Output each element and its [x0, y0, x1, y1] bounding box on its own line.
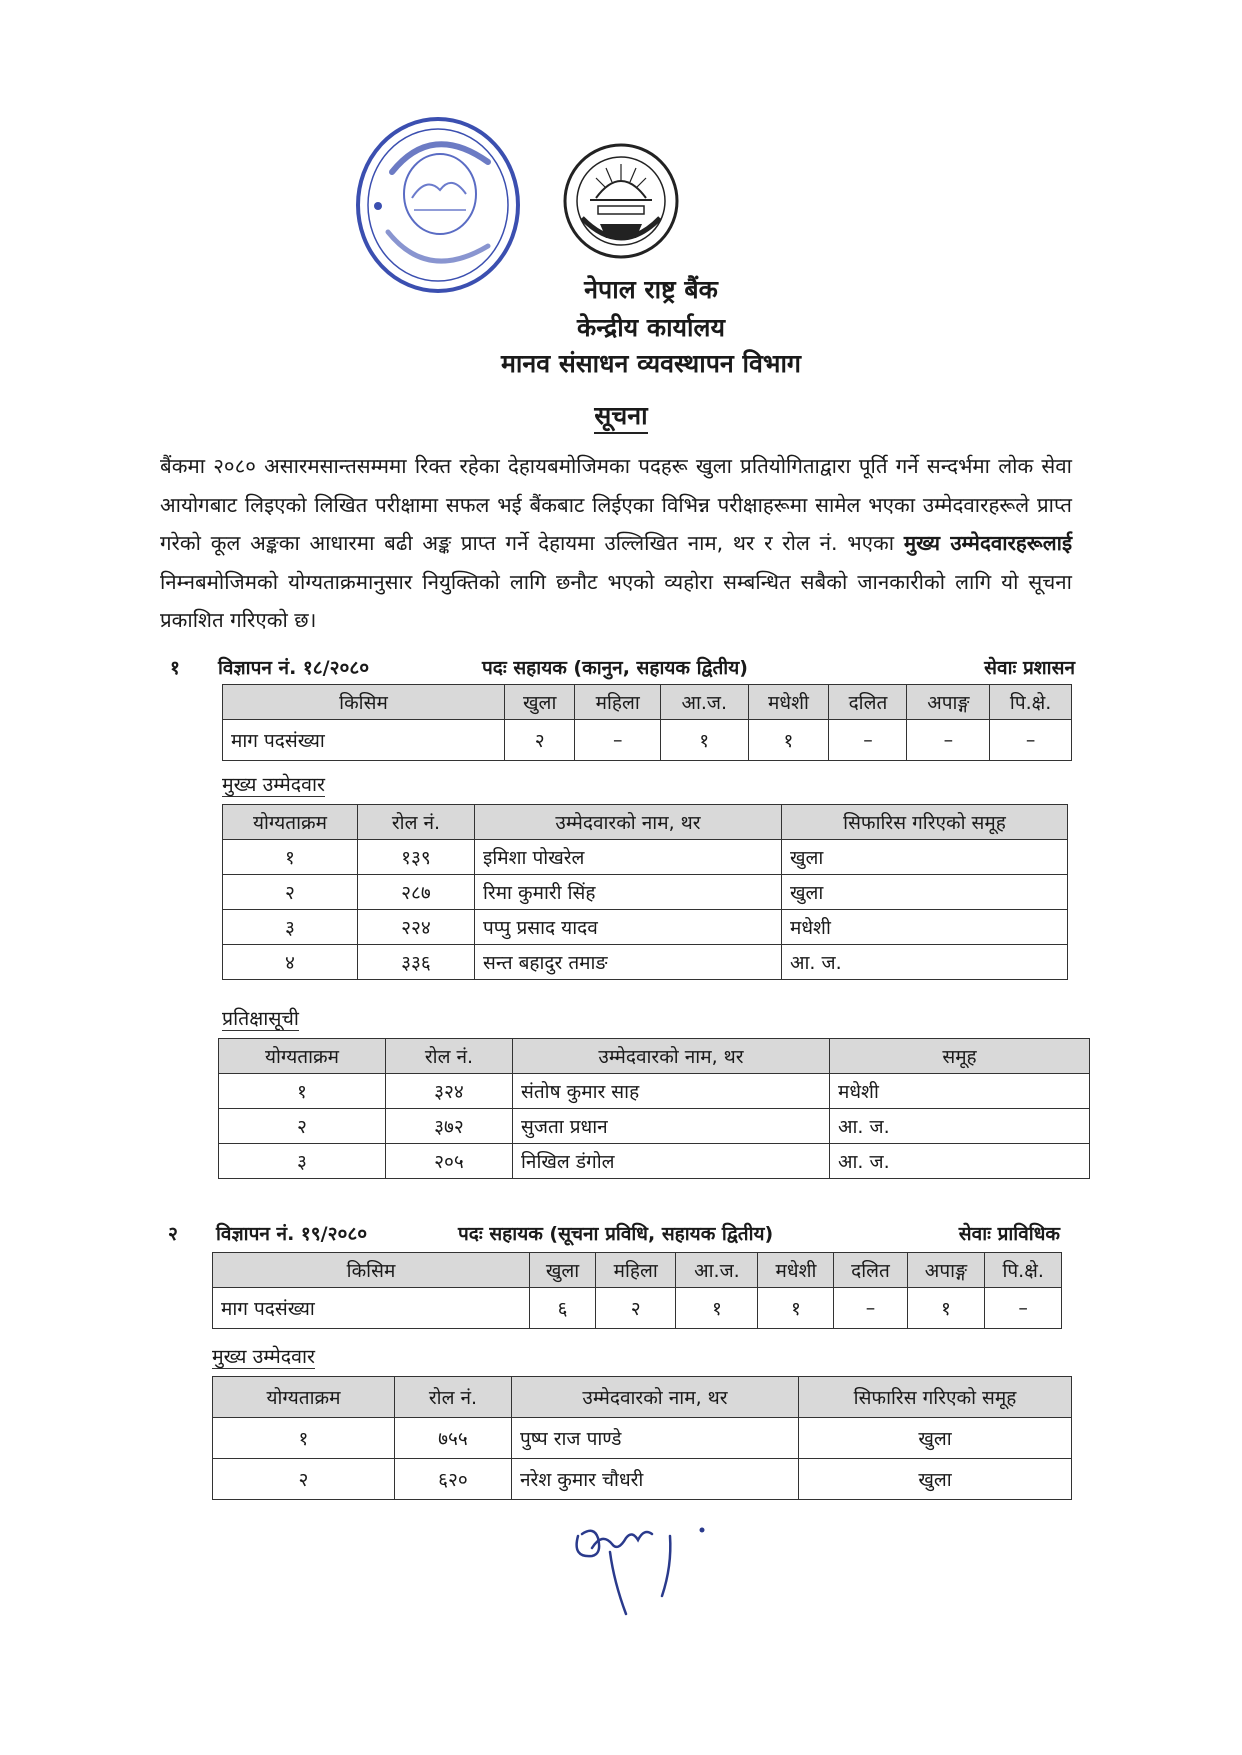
- table-row: १ ३२४ संतोष कुमार साह मधेशी: [219, 1074, 1090, 1109]
- department-name: मानव संसाधन व्यवस्थापन विभाग: [500, 349, 802, 378]
- post-name: पदः सहायक (कानुन, सहायक द्वितीय): [482, 657, 748, 679]
- table-row: ३ २०५ निखिल डंगोल आ. ज.: [219, 1144, 1090, 1179]
- table-row: १ ७५५ पुष्प राज पाण्डे खुला: [213, 1418, 1072, 1459]
- ad-number: विज्ञापन नं. १९/२०८०: [216, 1223, 368, 1245]
- waiting-list-table: योग्यताक्रम रोल नं. उम्मेदवारको नाम, थर समूह १ ३२४ संतोष कुमार साह मधेशी २ ३७२ सुजता प्रधान आ. ज. ३ २०५ निखिल डंगोल आ. ज.: [218, 1038, 1090, 1179]
- section-1-heading: १ विज्ञापन नं. १८/२०८० पदः सहायक (कानुन, सहायक द्वितीय) सेवाः प्रशासन: [170, 654, 1075, 682]
- service-name: सेवाः प्राविधिक: [958, 1223, 1060, 1245]
- table-row: १ १३९ इमिशा पोखरेल खुला: [223, 840, 1068, 875]
- service-name: सेवाः प्रशासन: [984, 657, 1075, 679]
- bank-emblem-icon: [560, 140, 682, 262]
- demand-table: किसिम खुला महिला आ.ज. मधेशी दलित अपाङ्ग पि.क्षे. माग पदसंख्या २ – १ १ – – –: [222, 684, 1072, 761]
- department-stamp-icon: [352, 112, 524, 298]
- table-row: २ ६२० नरेश कुमार चौधरी खुला: [213, 1459, 1072, 1500]
- ad-number: विज्ञापन नं. १८/२०८०: [218, 657, 370, 679]
- waiting-list-label: प्रतिक्षासूची: [222, 1007, 299, 1030]
- org-name: नेपाल राष्ट्र बैंक: [584, 275, 718, 304]
- notice-body: बैंकमा २०८० असारमसान्तसम्ममा रिक्त रहेका देहायबमोजिमका पदहरू खुला प्रतियोगिताद्वारा पूर्ति गर्ने सन्दर्भमा लोक सेवा आयोगबाट लिइएको लिखित परीक्षामा सफल भई बैंकबाट लिईएका विभिन्न परीक्षाहरूमा सामेल भएका उम्मेदवारहरूले प्राप्त गरेको कूल अङ्कका आधारमा बढी अङ्क प्राप्त गर्ने देहायमा उल्लिखित नाम, थर र रोल नं. भएका मुख्य उम्मेदवारहरूलाई निम्नबमोजिमको योग्यताक्रमानुसार नियुक्तिको लागि छनौट भएको व्यहोरा सम्बन्धित सबैको जानकारीको लागि यो सूचना प्रकाशित गरिएको छ।: [160, 454, 1073, 632]
- table-row: माग पदसंख्या २ – १ १ – – –: [223, 720, 1072, 761]
- main-candidates-label: मुख्य उम्मेदवार: [212, 1345, 315, 1368]
- notice-title: सूचना: [0, 398, 1242, 432]
- table-row: ३ २२४ पप्पु प्रसाद यादव मधेशी: [223, 910, 1068, 945]
- post-name: पदः सहायक (सूचना प्रविधि, सहायक द्वितीय): [458, 1223, 774, 1245]
- main-candidates-label: मुख्य उम्मेदवार: [222, 773, 325, 796]
- section-2-heading: २ विज्ञापन नं. १९/२०८० पदः सहायक (सूचना प्रविधि, सहायक द्वितीय) सेवाः प्राविधिक: [168, 1220, 1060, 1248]
- table-row: २ ३७२ सुजता प्रधान आ. ज.: [219, 1109, 1090, 1144]
- main-candidates-table: योग्यताक्रम रोल नं. उम्मेदवारको नाम, थर सिफारिस गरिएको समूह १ ७५५ पुष्प राज पाण्डे खुला २ ६२० नरेश कुमार चौधरी खुला: [212, 1376, 1072, 1500]
- office-name: केन्द्रीय कार्यालय: [577, 313, 725, 342]
- table-row: २ २८७ रिमा कुमारी सिंह खुला: [223, 875, 1068, 910]
- demand-table: किसिम खुला महिला आ.ज. मधेशी दलित अपाङ्ग पि.क्षे. माग पदसंख्या ६ २ १ १ – १ –: [212, 1252, 1062, 1329]
- signature-icon: [570, 1508, 720, 1618]
- main-candidates-table: योग्यताक्रम रोल नं. उम्मेदवारको नाम, थर सिफारिस गरिएको समूह १ १३९ इमिशा पोखरेल खुला २ २८७ रिमा कुमारी सिंह खुला ३ २२४ पप्पु प्रसाद यादव मधेशी ४ ३३६ सन्त बहादुर तमाङ आ. ज.: [222, 804, 1068, 980]
- table-row: माग पदसंख्या ६ २ १ १ – १ –: [213, 1288, 1062, 1329]
- table-row: ४ ३३६ सन्त बहादुर तमाङ आ. ज.: [223, 945, 1068, 980]
